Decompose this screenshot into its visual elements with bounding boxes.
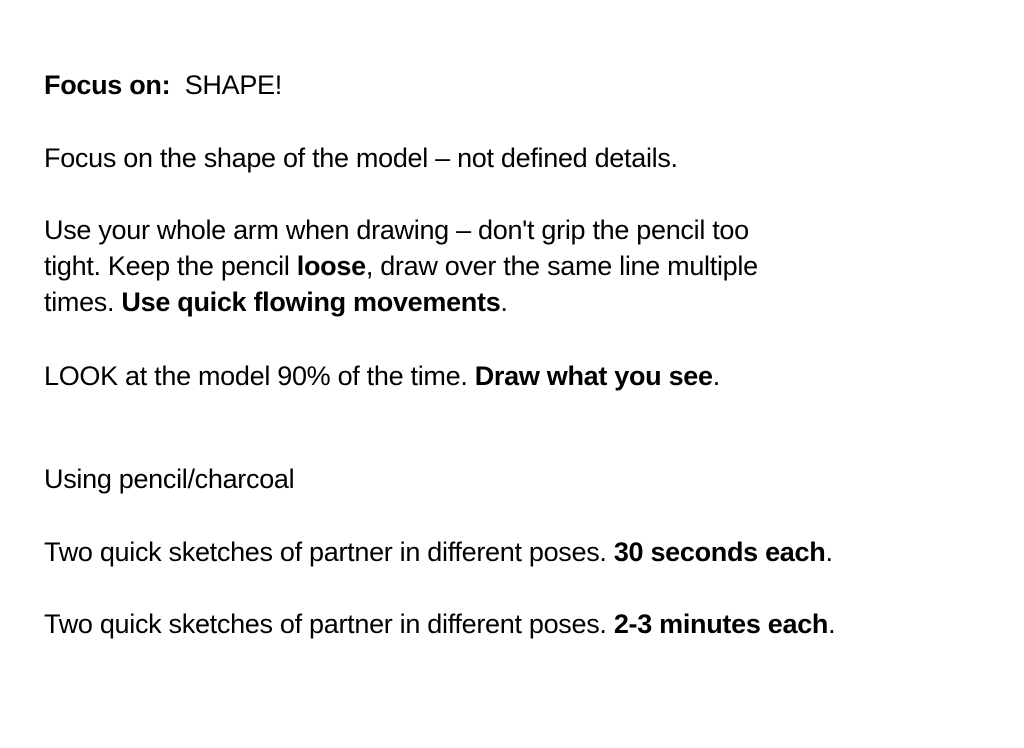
paragraph-shape-text: Focus on the shape of the model – not defined details. [44, 143, 678, 173]
paragraph-look-text: LOOK at the model 90% of the time. [44, 361, 475, 391]
paragraph-arm-line-1 [44, 212, 749, 248]
paragraph-arm-text-3a: times. [44, 287, 122, 317]
focus-value: SHAPE! [184, 70, 282, 100]
slide-content [44, 0, 1004, 748]
paragraph-arm-line-2 [44, 248, 758, 284]
paragraph-arm-bold-loose: loose [296, 251, 366, 281]
focus-label: Focus on: [44, 70, 171, 100]
paragraph-shape [44, 140, 678, 176]
paragraph-sketch-30s-text: Two quick sketches of partner in different poses. [44, 537, 614, 567]
paragraph-arm-text-1: Use your whole arm when drawing – don't grip the pencil too [44, 215, 749, 245]
paragraph-sketch-30s [44, 534, 833, 570]
paragraph-sketch-30s-bold: 30 seconds each [613, 537, 826, 567]
paragraph-arm-bold-movements: Use quick flowing movements [121, 287, 501, 317]
paragraph-look [44, 358, 720, 394]
paragraph-arm-text-2a: tight. Keep the pencil [44, 251, 297, 281]
paragraph-arm-text-2b: , draw over the same line multiple [365, 251, 758, 281]
paragraph-sketch-minutes [44, 606, 835, 642]
paragraph-sketch-minutes-text: Two quick sketches of partner in different poses. [44, 609, 614, 639]
paragraph-sketch-30s-end: . [825, 537, 833, 567]
paragraph-look-bold: Draw what you see [474, 361, 713, 391]
focus-line [44, 67, 282, 103]
paragraph-look-end: . [712, 361, 720, 391]
paragraph-materials-text: Using pencil/charcoal [44, 464, 295, 494]
paragraph-sketch-minutes-bold: 2-3 minutes each [613, 609, 829, 639]
paragraph-materials [44, 461, 294, 497]
paragraph-sketch-minutes-end: . [828, 609, 836, 639]
paragraph-arm-text-3end: . [500, 287, 508, 317]
paragraph-arm-line-3 [44, 284, 508, 320]
